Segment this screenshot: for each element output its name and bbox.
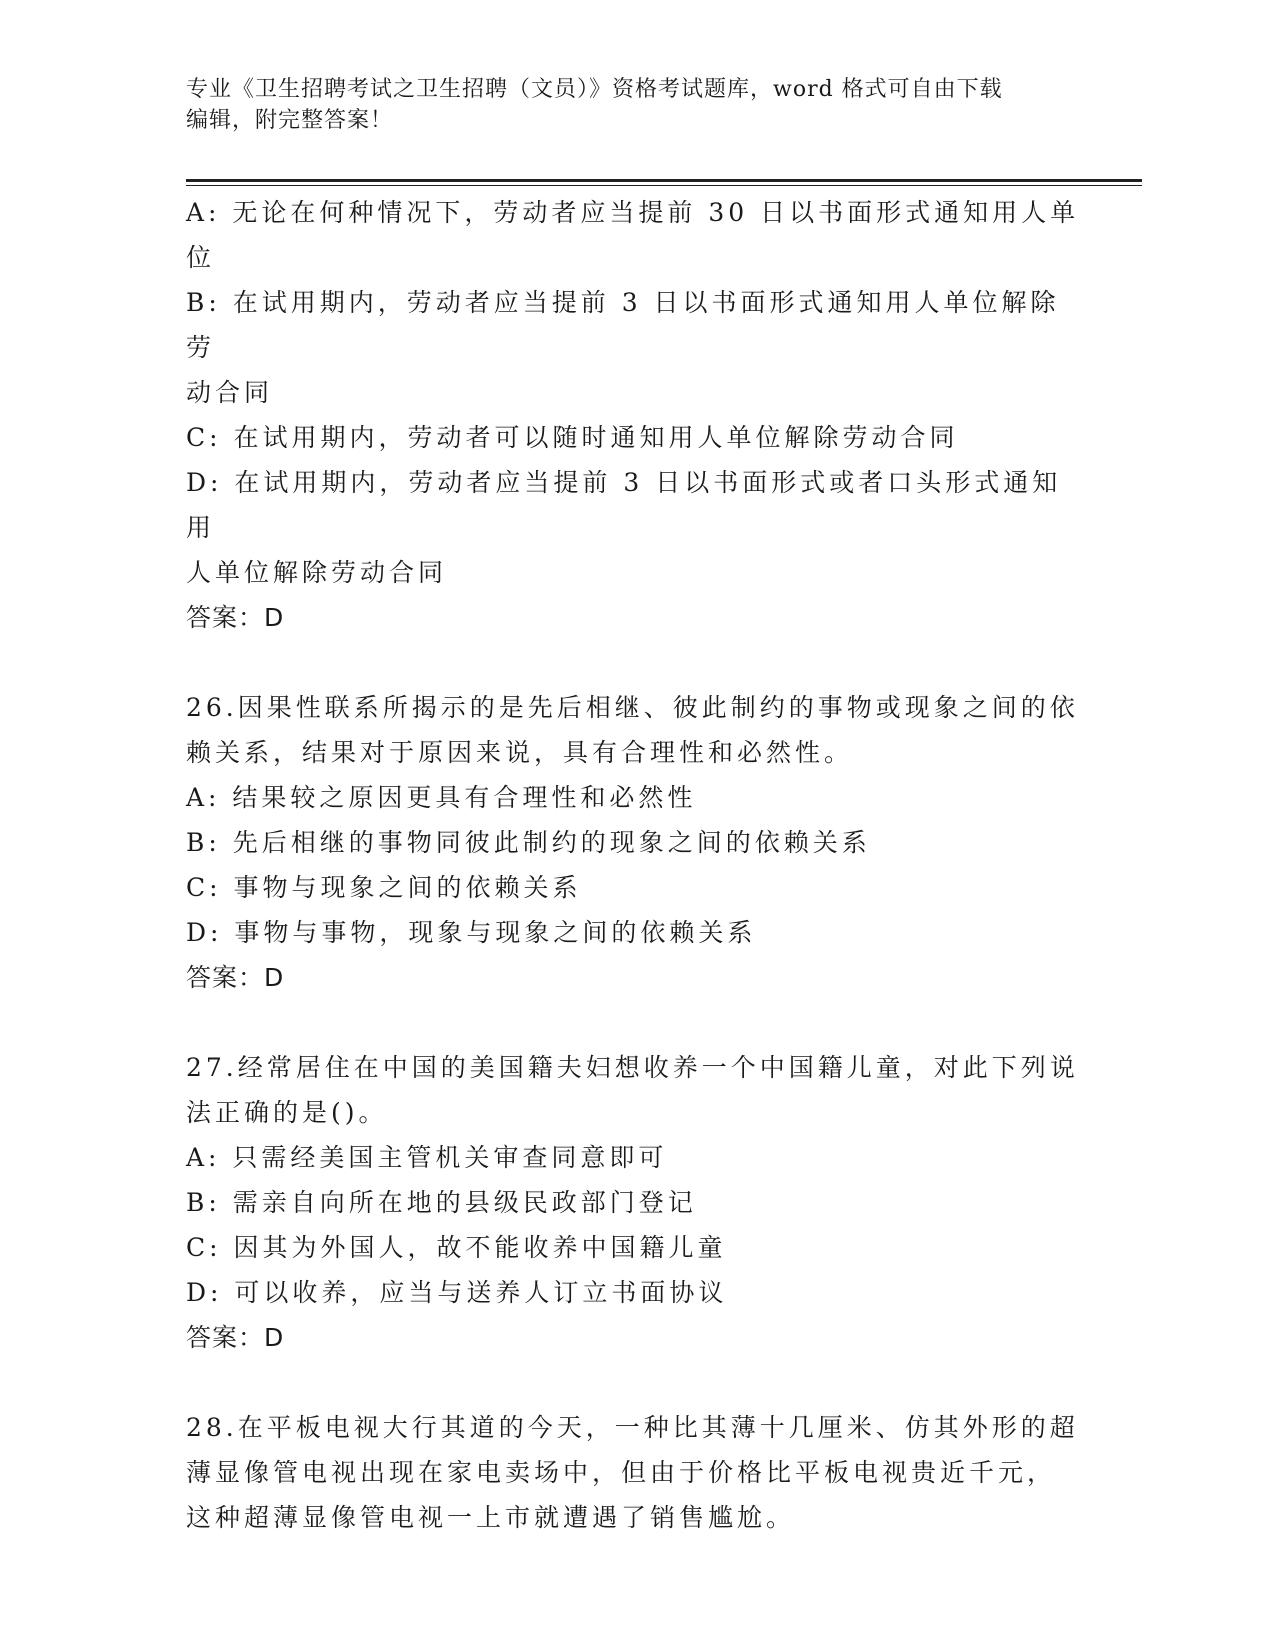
answer-line: 答案：D [186, 603, 285, 632]
option-line: B: 在试用期内，劳动者应当提前 3 日以书面形式通知用人单位解除劳 [186, 288, 1060, 362]
question-28 [186, 1405, 1086, 1540]
question-stem-line: 赖关系，结果对于原因来说，具有合理性和必然性。 [186, 738, 854, 767]
option-line: A: 结果较之原因更具有合理性和必然性 [186, 783, 697, 812]
question-stem-line: 薄显像管电视出现在家电卖场中，但由于价格比平板电视贵近千元， [186, 1458, 1057, 1487]
option-line: A: 无论在何种情况下，劳动者应当提前 30 日以书面形式通知用人单 [186, 198, 1080, 227]
question-stem-line: 这种超薄显像管电视一上市就遭遇了销售尴尬。 [186, 1503, 796, 1532]
question-26 [186, 685, 1086, 1000]
header-rule-thick [186, 179, 1142, 182]
content [186, 190, 1086, 1540]
option-line: D: 可以收养，应当与送养人订立书面协议 [186, 1278, 728, 1307]
header-rule-thin [186, 185, 1142, 186]
option-line: B: 先后相继的事物同彼此制约的现象之间的依赖关系 [186, 828, 871, 857]
option-line: 位 [186, 243, 216, 272]
answer-line: 答案：D [186, 963, 285, 992]
header-line-1: 专业《卫生招聘考试之卫生招聘（文员）》资格考试题库，word 格式可自由下载 [186, 77, 1003, 102]
option-line: 动合同 [186, 378, 274, 407]
question-25-options [186, 190, 1086, 640]
option-line: B: 需亲自向所在地的县级民政部门登记 [186, 1188, 697, 1217]
page-header [186, 74, 1066, 136]
question-27 [186, 1045, 1086, 1360]
question-stem-line: 27.经常居住在中国的美国籍夫妇想收养一个中国籍儿童，对此下列说 [186, 1053, 1079, 1082]
option-line: 人单位解除劳动合同 [186, 558, 448, 587]
question-stem-line: 法正确的是()。 [186, 1098, 388, 1127]
header-line-2: 编辑，附完整答案！ [186, 108, 394, 133]
answer-line: 答案：D [186, 1323, 285, 1352]
question-stem-line: 28.在平板电视大行其道的今天，一种比其薄十几厘米、仿其外形的超 [186, 1413, 1079, 1442]
option-line: A: 只需经美国主管机关审查同意即可 [186, 1143, 668, 1172]
option-line: D: 在试用期内，劳动者应当提前 3 日以书面形式或者口头形式通知用 [186, 468, 1062, 542]
question-stem-line: 26.因果性联系所揭示的是先后相继、彼此制约的事物或现象之间的依 [186, 693, 1079, 722]
option-line: C: 因其为外国人，故不能收养中国籍儿童 [186, 1233, 727, 1262]
option-line: C: 事物与现象之间的依赖关系 [186, 873, 582, 902]
option-line: D: 事物与事物，现象与现象之间的依赖关系 [186, 918, 757, 947]
option-line: C: 在试用期内，劳动者可以随时通知用人单位解除劳动合同 [186, 423, 959, 452]
